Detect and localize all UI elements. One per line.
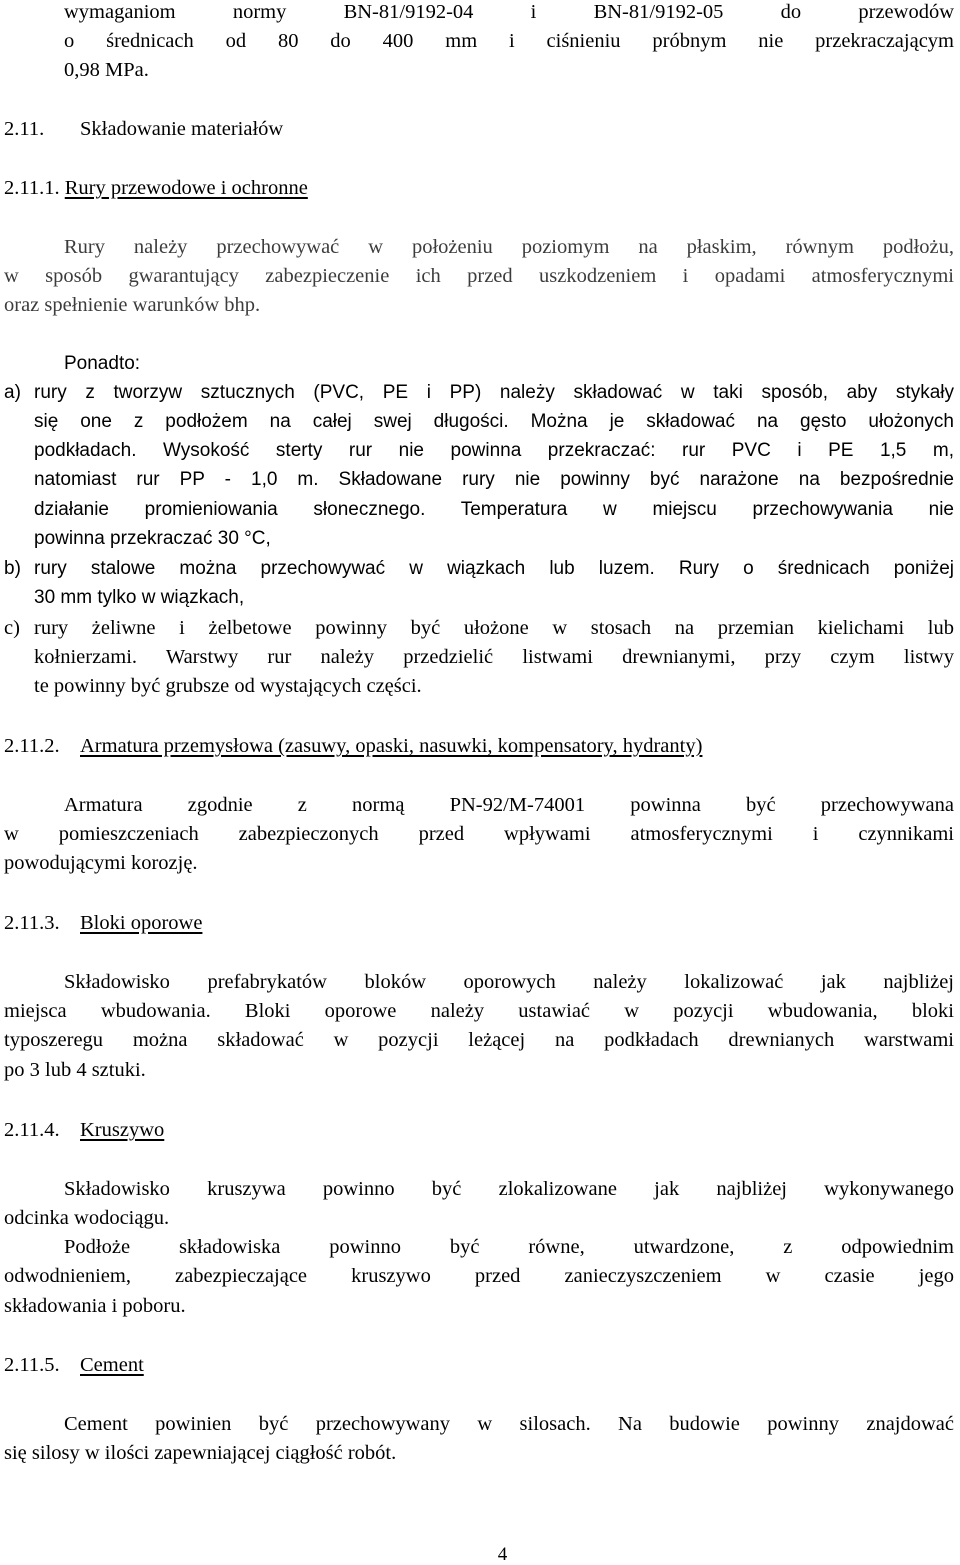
s3-para-line-2: miejsca wbudowania. Bloki oporowe należy ustawiać w pozycji wbudowania, bloki [4, 1000, 954, 1022]
section-number: 2.11. [4, 118, 45, 140]
s4-para2-line-1: Podłoże składowiska powinno być równe, utwardzone, z odpowiednim [64, 1236, 954, 1258]
subsection-1-heading [4, 178, 308, 199]
subsection-1-title: Rury przewodowe i ochronne [64, 177, 308, 199]
subsection-5-title: Cement [80, 1354, 144, 1376]
subsection-1-number: 2.11.1. [4, 177, 60, 199]
item-c-line-1: rury żeliwne i żelbetowe powinny być ułożone w stosach na przemian kielichami lub [34, 617, 954, 639]
subsection-4-heading [4, 1120, 164, 1141]
subsection-2-number: 2.11.2. [4, 735, 60, 757]
s2-para-line-2: w pomieszczeniach zabezpieczonych przed wpływami atmosferycznymi i czynnikami [4, 823, 954, 845]
s5-para-line-1: Cement powinien być przechowywany w silosach. Na budowie powinny znajdować [64, 1413, 954, 1435]
s3-para-line-3: typoszeregu można składować w pozycji leżącej na podkładach drewnianych warstwami [4, 1029, 954, 1051]
item-b-line-1: rury stalowe można przechowywać w wiązkach lub luzem. Rury o średnicach poniżej [34, 558, 954, 579]
item-b-label: b) [4, 558, 21, 579]
subsection-2-heading [4, 736, 702, 757]
s2-para-line-1: Armatura zgodnie z normą PN-92/M-74001 powinna być przechowywana [64, 794, 954, 816]
item-c-label: c) [4, 617, 20, 639]
s4-para2-line-3: składowania i poboru. [4, 1295, 186, 1317]
page-number: 4 [497, 1544, 508, 1565]
s4-para1-line-2: odcinka wodociągu. [4, 1207, 170, 1229]
section-title: Składowanie materiałów [80, 118, 284, 140]
s4-para1-line-1: Składowisko kruszywa powinno być zlokalizowane jak najbliżej wykonywanego [64, 1178, 954, 1200]
item-b-line-2: 30 mm tylko w wiązkach, [34, 587, 245, 608]
item-a-line-2: się one z podłożem na całej swej długości. Można je składować na gęsto ułożonych [34, 411, 954, 432]
s1-para-line-2: w sposób gwarantujący zabezpieczenie ich przed uszkodzeniem i opadami atmosferycznymi [4, 265, 954, 287]
s3-para-line-1: Składowisko prefabrykatów bloków oporowych należy lokalizować jak najbliżej [64, 971, 954, 993]
intro-line-2: o średnicach od 80 do 400 mm i ciśnieniu próbnym nie przekraczającym [64, 30, 954, 52]
item-c-line-2: kołnierzami. Warstwy rur należy przedzielić listwami drewnianymi, przy czym listwy [34, 646, 954, 668]
subsection-4-title: Kruszywo [80, 1119, 165, 1141]
subsection-4-number: 2.11.4. [4, 1119, 60, 1141]
subsection-5-number: 2.11.5. [4, 1354, 60, 1376]
item-a-line-5: działanie promieniowania słonecznego. Temperatura w miejscu przechowywania nie [34, 499, 954, 520]
subsection-2-title: Armatura przemysłowa (zasuwy, opaski, nasuwki, kompensatory, hydranty) [80, 735, 703, 757]
s1-para-line-1: Rury należy przechowywać w położeniu poziomym na płaskim, równym podłożu, [64, 236, 954, 258]
item-c-line-3: te powinny być grubsze od wystających części. [34, 675, 422, 697]
section-heading [4, 119, 283, 140]
s1-para-line-3: oraz spełnienie warunków bhp. [4, 294, 261, 316]
subsection-3-title: Bloki oporowe [80, 912, 203, 934]
item-a-line-4: natomiast rur PP - 1,0 m. Składowane rury nie powinny być narażone na bezpośrednie [34, 469, 954, 490]
s4-para2-line-2: odwodnieniem, zabezpieczające kruszywo przed zanieczyszczeniem w czasie jego [4, 1265, 954, 1287]
s2-para-line-3: powodującymi korozję. [4, 852, 198, 874]
intro-line-3: 0,98 MPa. [64, 59, 149, 81]
subsection-5-heading [4, 1355, 144, 1376]
item-a-label: a) [4, 382, 21, 403]
item-a-line-1: rury z tworzyw sztucznych (PVC, PE i PP) należy składować w taki sposób, aby stykały [34, 382, 954, 403]
subsection-3-heading [4, 913, 202, 934]
item-a-line-6: powinna przekraczać 30 °C, [34, 528, 271, 549]
s3-para-line-4: po 3 lub 4 sztuki. [4, 1059, 146, 1081]
subsection-3-number: 2.11.3. [4, 912, 60, 934]
item-a-line-3: podkładach. Wysokość sterty rur nie powinna przekraczać: rur PVC i PE 1,5 m, [34, 440, 954, 461]
ponadto-label: Ponadto: [64, 353, 141, 374]
intro-line-1: wymaganiom normy BN-81/9192-04 i BN-81/9192-05 do przewodów [64, 1, 954, 23]
s5-para-line-2: się silosy w ilości zapewniającej ciągłość robót. [4, 1442, 397, 1464]
